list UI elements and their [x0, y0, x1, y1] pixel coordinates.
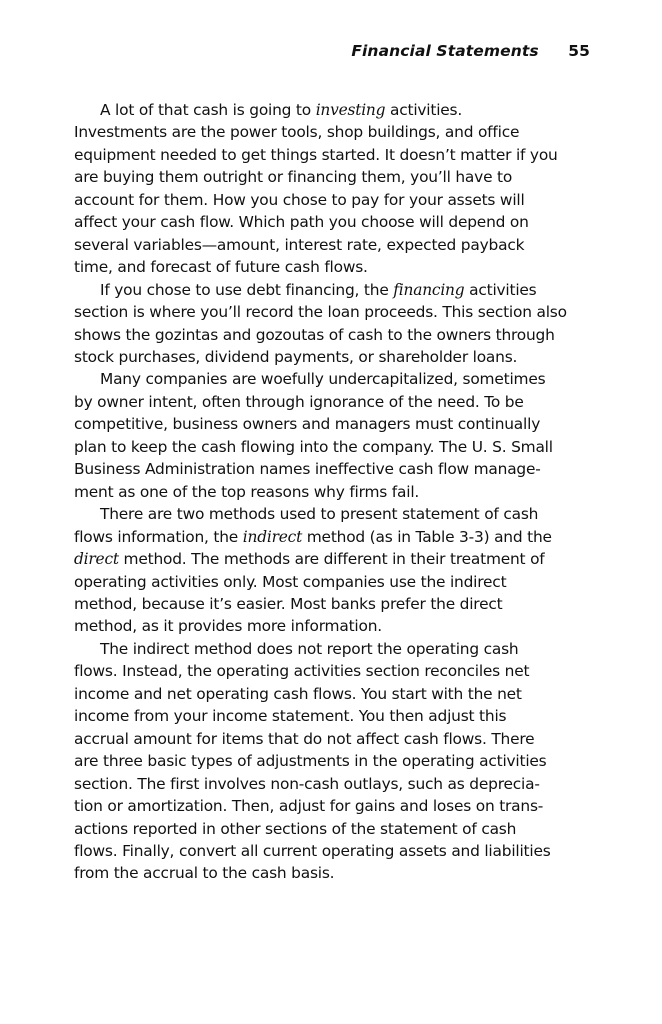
text-line: method, as it provides more information. [74, 617, 382, 636]
emphasis-investing: investing [315, 101, 386, 119]
paragraph [74, 638, 594, 885]
emphasis-direct: direct [74, 550, 119, 569]
emphasis-indirect: indirect [242, 527, 303, 546]
paragraph [74, 368, 594, 503]
text-line: flows information, the indirect method (as in Table 3-3) and the [74, 527, 552, 546]
text-line: several variables—amount, interest rate, expected payback [74, 235, 525, 254]
text-line: A lot of that cash is going to investing activities. [100, 101, 463, 119]
text-line: flows. Instead, the operating activities section reconciles net [74, 662, 530, 681]
text-line: section is where you’ll record the loan proceeds. This section also [74, 303, 567, 322]
text-line: from the accrual to the cash basis. [74, 864, 335, 883]
text-line: time, and forecast of future cash flows. [74, 258, 368, 277]
text-line: There are two methods used to present statement of cash [100, 505, 539, 524]
emphasis-financing: financing [393, 280, 465, 299]
text-line: equipment needed to get things started. It doesn’t matter if you [74, 145, 558, 164]
text-line: income from your income statement. You then adjust this [74, 707, 507, 726]
text-line: income and net operating cash flows. You start with the net [74, 684, 522, 703]
text-line: Business Administration names ineffective cash flow manage- [74, 460, 541, 479]
text-line: shows the gozintas and gozoutas of cash to the owners through [74, 325, 555, 344]
paragraph [74, 503, 594, 638]
text-line: operating activities only. Most companies use the indirect [74, 572, 507, 591]
text-line: are three basic types of adjustments in the operating activities [74, 752, 547, 771]
running-header-title: Financial Statements [351, 42, 539, 60]
text-line: actions reported in other sections of the statement of cash [74, 819, 517, 838]
text-line: tion or amortization. Then, adjust for gains and loses on trans- [74, 797, 544, 816]
text-line: accrual amount for items that do not affect cash flows. There [74, 729, 535, 748]
body-text [74, 99, 594, 885]
text-line: plan to keep the cash flowing into the company. The U. S. Small [74, 437, 553, 456]
text-line: stock purchases, dividend payments, or shareholder loans. [74, 347, 518, 366]
text-line: competitive, business owners and managers must continually [74, 415, 541, 434]
text-line: flows. Finally, convert all current operating assets and liabilities [74, 841, 551, 860]
text-line: The indirect method does not report the operating cash [100, 639, 519, 658]
text-line: method, because it’s easier. Most banks prefer the direct [74, 594, 503, 613]
paragraph [74, 99, 594, 279]
text-line: ment as one of the top reasons why firms fail. [74, 482, 420, 501]
text-line: direct method. The methods are different in their treatment of [74, 550, 545, 569]
text-line: affect your cash flow. Which path you choose will depend on [74, 213, 529, 232]
text-line: If you chose to use debt financing, the financing activities [100, 280, 537, 299]
text-line: are buying them outright or financing them, you’ll have to [74, 168, 513, 187]
text-line: Investments are the power tools, shop buildings, and office [74, 123, 520, 142]
text-line: Many companies are woefully undercapitalized, sometimes [100, 370, 546, 389]
text-line: section. The first involves non-cash outlays, such as deprecia- [74, 774, 540, 793]
running-header [351, 42, 590, 60]
paragraph [74, 279, 594, 369]
text-line: by owner intent, often through ignorance of the need. To be [74, 392, 524, 411]
text-line: account for them. How you chose to pay for your assets will [74, 190, 525, 209]
page-number: 55 [568, 42, 590, 60]
